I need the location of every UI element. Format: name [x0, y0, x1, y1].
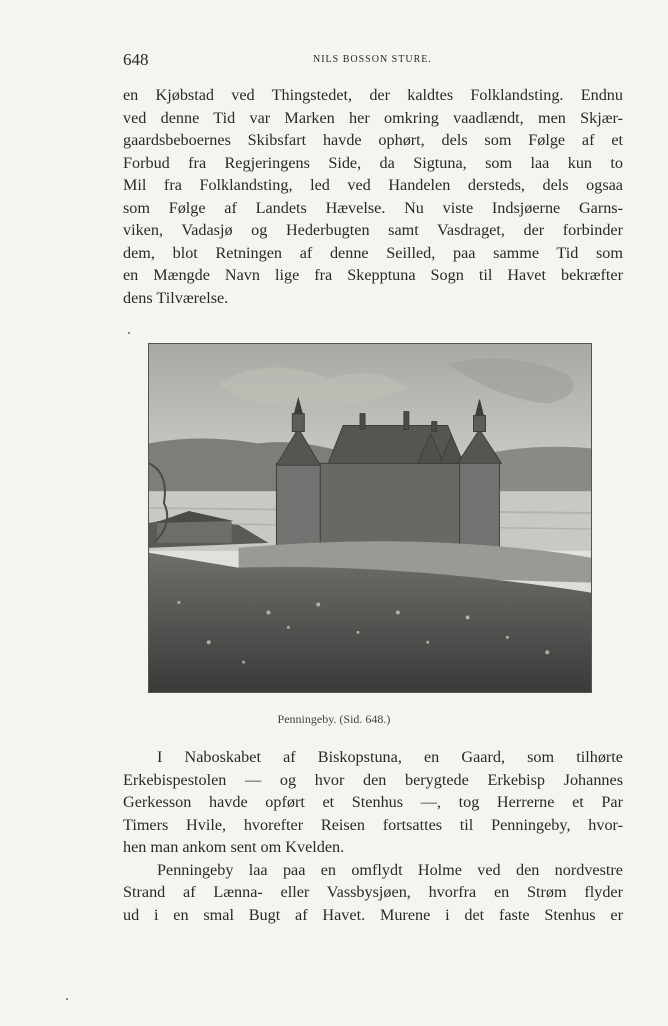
text-line: Forbud fra Regjeringens Side, da Sigtuna, som laa kun to [123, 153, 623, 172]
running-head: NILS BOSSON STURE. [313, 54, 432, 65]
text-line: Erkebispestolen — og hvor den berygtede Erkebisp Johannes [123, 770, 623, 789]
text-line: viken, Vadasjø og Hederbugten samt Vasdraget, der forbinder [123, 221, 623, 239]
paper-speck [128, 332, 130, 334]
text-line: hen man ankom sent om Kvelden. [123, 838, 345, 856]
house [157, 521, 232, 543]
text-line: en Kjøbstad ved Thingstedet, der kaldtes Folklandsting. Endnu [123, 86, 623, 104]
text-line: I Naboskabet af Biskopstuna, en Gaard, som tilhørte [157, 748, 623, 766]
castle-engraving [149, 344, 591, 692]
text-line: dens Tilværelse. [123, 288, 229, 307]
text-line: Gerkesson havde opført et Stenhus —, tog Herrerne et Par [123, 793, 623, 811]
castle-illustration [148, 343, 592, 693]
figure-caption: Penningeby. (Sid. 648.) [277, 712, 391, 726]
page-header [123, 48, 623, 72]
text-line: Timers Hvile, hvorefter Reisen fortsattes til Penningeby, hvor- [123, 815, 623, 834]
text-line: en Mængde Navn lige fra Skepptuna Sogn til Havet bekræfter [123, 266, 623, 284]
text-line: Mil fra Folklandsting, led ved Handelen dersteds, dels ogsaa [123, 176, 623, 194]
bottom-paragraphs [123, 746, 623, 926]
page-number: 648 [123, 50, 149, 69]
text-line: dem, blot Retningen af denne Seilled, paa samme Tid som [123, 243, 623, 262]
text-line: gaardsbeboernes Skibsfart havde ophørt, dels som Følge af et [123, 131, 623, 149]
text-line: som Følge af Landets Hævelse. Nu viste Indsjøerne Garns- [123, 198, 623, 217]
text-line: Penningeby laa paa en omflydt Holme ved den nordvestre [157, 860, 623, 879]
distant-hill-right [487, 447, 591, 493]
text-line: Strand af Lænna- eller Vassbysjøen, hvorfra en Strøm flyder [123, 883, 623, 901]
paper-speck [66, 998, 68, 1000]
text-line: ved denne Tid var Marken her omkring vaadlændt, men Skjær- [123, 108, 623, 127]
text-line: ud i en smal Bugt af Havet. Murene i det faste Stenhus er [123, 905, 623, 924]
top-paragraph [123, 84, 623, 309]
